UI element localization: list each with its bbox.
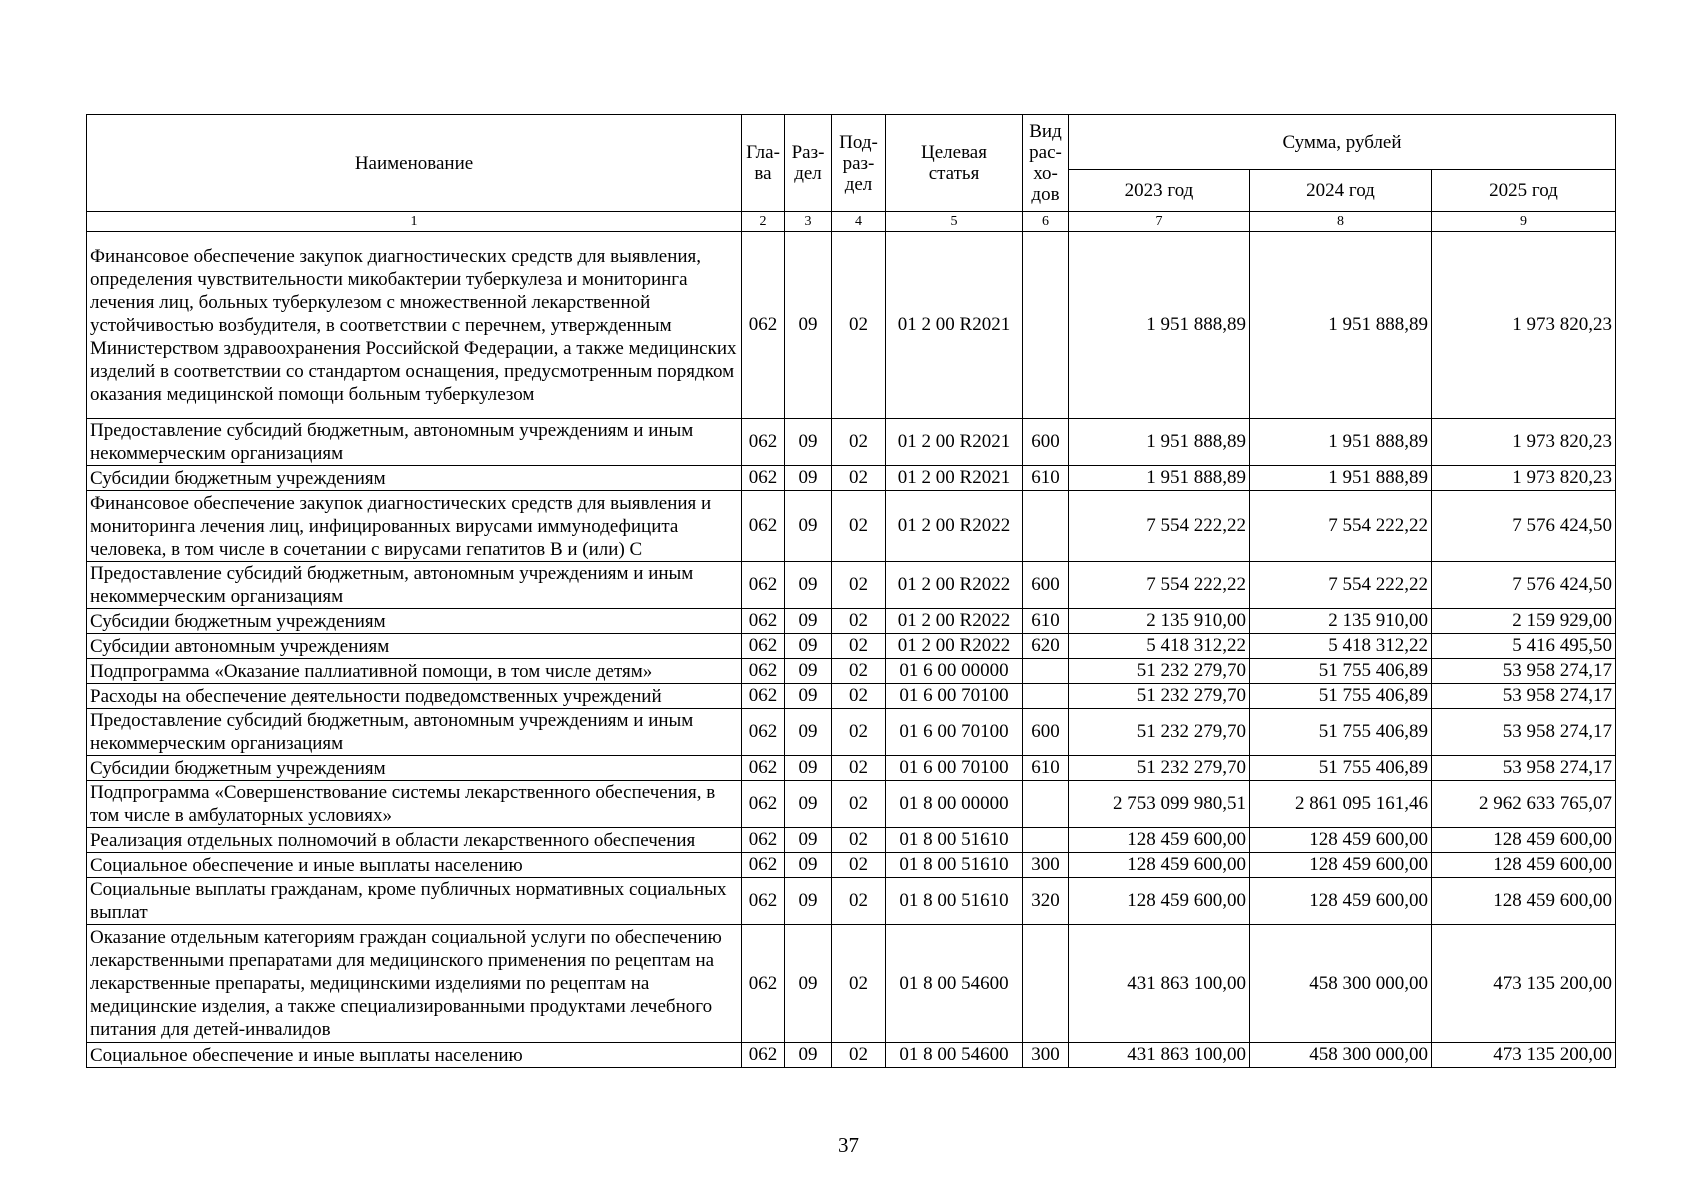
row-vid: 320 <box>1023 878 1069 925</box>
row-amount-2024: 2 861 095 161,46 <box>1250 781 1432 828</box>
row-amount-2025: 53 958 274,17 <box>1432 684 1616 709</box>
table-row <box>87 853 1616 878</box>
row-amount-2023: 51 232 279,70 <box>1069 684 1250 709</box>
header-razdel: Раз- дел <box>785 115 832 212</box>
row-amount-2024: 128 459 600,00 <box>1250 878 1432 925</box>
row-amount-2023: 1 951 888,89 <box>1069 466 1250 491</box>
row-vid: 610 <box>1023 609 1069 634</box>
row-amount-2023: 2 135 910,00 <box>1069 609 1250 634</box>
row-celevaya: 01 8 00 51610 <box>886 853 1023 878</box>
row-celevaya: 01 8 00 51610 <box>886 878 1023 925</box>
row-vid <box>1023 684 1069 709</box>
row-glava: 062 <box>742 659 785 684</box>
row-glava: 062 <box>742 466 785 491</box>
page-number: 37 <box>838 1133 859 1157</box>
row-amount-2023: 51 232 279,70 <box>1069 756 1250 781</box>
row-name: Социальное обеспечение и иные выплаты населению <box>87 853 742 878</box>
row-glava: 062 <box>742 609 785 634</box>
table-row <box>87 232 1616 419</box>
row-razdel: 09 <box>785 1043 832 1068</box>
row-glava: 062 <box>742 232 785 419</box>
row-podrazdel: 02 <box>832 659 886 684</box>
row-celevaya: 01 8 00 51610 <box>886 828 1023 853</box>
row-glava: 062 <box>742 878 785 925</box>
table-row <box>87 684 1616 709</box>
table-row <box>87 491 1616 562</box>
row-amount-2023: 5 418 312,22 <box>1069 634 1250 659</box>
col-num: 1 <box>87 212 742 232</box>
row-razdel: 09 <box>785 828 832 853</box>
row-amount-2024: 1 951 888,89 <box>1250 466 1432 491</box>
row-name: Предоставление субсидий бюджетным, автономным учреждениям и иным некоммерческим организациям <box>87 709 742 756</box>
row-name: Субсидии автономным учреждениям <box>87 634 742 659</box>
row-vid <box>1023 659 1069 684</box>
row-podrazdel: 02 <box>832 828 886 853</box>
row-name: Социальное обеспечение и иные выплаты населению <box>87 1043 742 1068</box>
row-razdel: 09 <box>785 609 832 634</box>
row-glava: 062 <box>742 1043 785 1068</box>
row-name: Субсидии бюджетным учреждениям <box>87 609 742 634</box>
row-vid: 600 <box>1023 709 1069 756</box>
row-amount-2025: 2 962 633 765,07 <box>1432 781 1616 828</box>
row-amount-2024: 458 300 000,00 <box>1250 1043 1432 1068</box>
table-row <box>87 1043 1616 1068</box>
row-vid: 600 <box>1023 562 1069 609</box>
row-podrazdel: 02 <box>832 232 886 419</box>
row-vid: 300 <box>1023 853 1069 878</box>
table-row <box>87 828 1616 853</box>
row-vid: 300 <box>1023 1043 1069 1068</box>
row-amount-2025: 128 459 600,00 <box>1432 828 1616 853</box>
row-glava: 062 <box>742 828 785 853</box>
row-glava: 062 <box>742 925 785 1043</box>
row-celevaya: 01 2 00 R2022 <box>886 609 1023 634</box>
row-razdel: 09 <box>785 925 832 1043</box>
row-amount-2025: 128 459 600,00 <box>1432 878 1616 925</box>
row-glava: 062 <box>742 684 785 709</box>
row-amount-2025: 473 135 200,00 <box>1432 1043 1616 1068</box>
col-num: 8 <box>1250 212 1432 232</box>
row-vid <box>1023 781 1069 828</box>
table-row <box>87 419 1616 466</box>
row-amount-2023: 128 459 600,00 <box>1069 828 1250 853</box>
row-razdel: 09 <box>785 853 832 878</box>
row-amount-2023: 431 863 100,00 <box>1069 925 1250 1043</box>
row-razdel: 09 <box>785 659 832 684</box>
row-celevaya: 01 6 00 70100 <box>886 709 1023 756</box>
col-num: 5 <box>886 212 1023 232</box>
row-podrazdel: 02 <box>832 925 886 1043</box>
row-razdel: 09 <box>785 466 832 491</box>
budget-table <box>86 114 1616 1068</box>
row-podrazdel: 02 <box>832 709 886 756</box>
col-num: 6 <box>1023 212 1069 232</box>
header-2024: 2024 год <box>1250 170 1432 212</box>
row-celevaya: 01 6 00 00000 <box>886 659 1023 684</box>
row-amount-2023: 2 753 099 980,51 <box>1069 781 1250 828</box>
row-amount-2025: 2 159 929,00 <box>1432 609 1616 634</box>
row-amount-2024: 1 951 888,89 <box>1250 232 1432 419</box>
row-amount-2024: 51 755 406,89 <box>1250 659 1432 684</box>
header-celevaya: Целевая статья <box>886 115 1023 212</box>
row-amount-2025: 53 958 274,17 <box>1432 659 1616 684</box>
row-amount-2024: 128 459 600,00 <box>1250 853 1432 878</box>
col-num: 3 <box>785 212 832 232</box>
row-amount-2025: 53 958 274,17 <box>1432 709 1616 756</box>
table-row <box>87 659 1616 684</box>
row-glava: 062 <box>742 419 785 466</box>
row-amount-2025: 128 459 600,00 <box>1432 853 1616 878</box>
row-amount-2025: 7 576 424,50 <box>1432 562 1616 609</box>
row-amount-2023: 128 459 600,00 <box>1069 853 1250 878</box>
row-name: Подпрограмма «Оказание паллиативной помощи, в том числе детям» <box>87 659 742 684</box>
row-amount-2024: 128 459 600,00 <box>1250 828 1432 853</box>
row-vid <box>1023 232 1069 419</box>
table-row <box>87 466 1616 491</box>
row-podrazdel: 02 <box>832 609 886 634</box>
row-amount-2025: 1 973 820,23 <box>1432 419 1616 466</box>
table-row <box>87 781 1616 828</box>
row-podrazdel: 02 <box>832 562 886 609</box>
row-amount-2024: 458 300 000,00 <box>1250 925 1432 1043</box>
row-celevaya: 01 2 00 R2022 <box>886 562 1023 609</box>
row-celevaya: 01 2 00 R2022 <box>886 634 1023 659</box>
row-amount-2024: 7 554 222,22 <box>1250 562 1432 609</box>
row-celevaya: 01 2 00 R2021 <box>886 232 1023 419</box>
header-2023: 2023 год <box>1069 170 1250 212</box>
row-celevaya: 01 2 00 R2022 <box>886 491 1023 562</box>
table-row <box>87 709 1616 756</box>
row-podrazdel: 02 <box>832 1043 886 1068</box>
header-vid: Вид рас- хо- дов <box>1023 115 1069 212</box>
row-podrazdel: 02 <box>832 419 886 466</box>
column-number-row <box>87 212 1616 232</box>
row-celevaya: 01 8 00 54600 <box>886 925 1023 1043</box>
table-row <box>87 878 1616 925</box>
row-amount-2023: 128 459 600,00 <box>1069 878 1250 925</box>
row-name: Реализация отдельных полномочий в области лекарственного обеспечения <box>87 828 742 853</box>
row-vid: 610 <box>1023 466 1069 491</box>
row-razdel: 09 <box>785 491 832 562</box>
row-podrazdel: 02 <box>832 853 886 878</box>
row-amount-2025: 7 576 424,50 <box>1432 491 1616 562</box>
row-name: Субсидии бюджетным учреждениям <box>87 466 742 491</box>
header-2025: 2025 год <box>1432 170 1616 212</box>
row-name: Оказание отдельным категориям граждан социальной услуги по обеспечению лекарственными препаратами для медицинского применения по рецептам на лекарственные препараты, медицинскими изделиями по рецептам на медицинские изделия, а также специализированными продуктами лечебного питания для детей-инвалидов <box>87 925 742 1043</box>
header-glava: Гла- ва <box>742 115 785 212</box>
header-podrazdel: Под- раз- дел <box>832 115 886 212</box>
row-amount-2024: 2 135 910,00 <box>1250 609 1432 634</box>
row-razdel: 09 <box>785 781 832 828</box>
row-razdel: 09 <box>785 562 832 609</box>
header-name: Наименование <box>87 115 742 212</box>
row-vid: 600 <box>1023 419 1069 466</box>
row-vid <box>1023 828 1069 853</box>
row-amount-2023: 51 232 279,70 <box>1069 709 1250 756</box>
row-amount-2024: 51 755 406,89 <box>1250 709 1432 756</box>
row-amount-2024: 5 418 312,22 <box>1250 634 1432 659</box>
row-podrazdel: 02 <box>832 491 886 562</box>
row-name: Предоставление субсидий бюджетным, автономным учреждениям и иным некоммерческим организациям <box>87 562 742 609</box>
row-razdel: 09 <box>785 756 832 781</box>
row-amount-2025: 1 973 820,23 <box>1432 232 1616 419</box>
row-celevaya: 01 8 00 54600 <box>886 1043 1023 1068</box>
row-amount-2024: 7 554 222,22 <box>1250 491 1432 562</box>
row-razdel: 09 <box>785 709 832 756</box>
row-vid: 610 <box>1023 756 1069 781</box>
row-celevaya: 01 2 00 R2021 <box>886 466 1023 491</box>
row-podrazdel: 02 <box>832 466 886 491</box>
row-celevaya: 01 6 00 70100 <box>886 684 1023 709</box>
row-celevaya: 01 6 00 70100 <box>886 756 1023 781</box>
row-amount-2024: 51 755 406,89 <box>1250 756 1432 781</box>
col-num: 4 <box>832 212 886 232</box>
col-num: 7 <box>1069 212 1250 232</box>
row-amount-2024: 51 755 406,89 <box>1250 684 1432 709</box>
row-podrazdel: 02 <box>832 756 886 781</box>
table-row <box>87 609 1616 634</box>
row-podrazdel: 02 <box>832 781 886 828</box>
col-num: 9 <box>1432 212 1616 232</box>
row-amount-2023: 1 951 888,89 <box>1069 232 1250 419</box>
row-name: Финансовое обеспечение закупок диагностических средств для выявления, определения чувствительности микобактерии туберкулеза и мониторинга лечения лиц, больных туберкулезом с множественной лекарственной устойчивостью возбудителя, в соответствии с перечнем, утвержденным Министерством здравоохранения Российской Федерации, а также медицинских изделий в соответствии со стандартом оснащения, предусмотренным порядком оказания медицинской помощи больным туберкулезом <box>87 232 742 419</box>
row-glava: 062 <box>742 491 785 562</box>
row-razdel: 09 <box>785 634 832 659</box>
row-amount-2023: 7 554 222,22 <box>1069 562 1250 609</box>
row-amount-2023: 431 863 100,00 <box>1069 1043 1250 1068</box>
row-vid <box>1023 925 1069 1043</box>
row-glava: 062 <box>742 709 785 756</box>
row-vid: 620 <box>1023 634 1069 659</box>
row-podrazdel: 02 <box>832 878 886 925</box>
row-podrazdel: 02 <box>832 684 886 709</box>
row-name: Финансовое обеспечение закупок диагностических средств для выявления и мониторинга лечения лиц, инфицированных вирусами иммунодефицита человека, в том числе в сочетании с вирусами гепатитов B и (или) C <box>87 491 742 562</box>
row-amount-2023: 1 951 888,89 <box>1069 419 1250 466</box>
row-razdel: 09 <box>785 419 832 466</box>
header-summa: Сумма, рублей <box>1069 115 1616 170</box>
row-name: Предоставление субсидий бюджетным, автономным учреждениям и иным некоммерческим организациям <box>87 419 742 466</box>
row-amount-2023: 7 554 222,22 <box>1069 491 1250 562</box>
row-razdel: 09 <box>785 878 832 925</box>
row-podrazdel: 02 <box>832 634 886 659</box>
row-name: Расходы на обеспечение деятельности подведомственных учреждений <box>87 684 742 709</box>
table-row <box>87 925 1616 1043</box>
table-row <box>87 756 1616 781</box>
row-glava: 062 <box>742 781 785 828</box>
row-name: Подпрограмма «Совершенствование системы лекарственного обеспечения, в том числе в амбулаторных условиях» <box>87 781 742 828</box>
row-name: Социальные выплаты гражданам, кроме публичных нормативных социальных выплат <box>87 878 742 925</box>
row-amount-2025: 1 973 820,23 <box>1432 466 1616 491</box>
row-amount-2024: 1 951 888,89 <box>1250 419 1432 466</box>
row-glava: 062 <box>742 634 785 659</box>
row-amount-2025: 473 135 200,00 <box>1432 925 1616 1043</box>
row-glava: 062 <box>742 853 785 878</box>
row-celevaya: 01 2 00 R2021 <box>886 419 1023 466</box>
row-amount-2025: 53 958 274,17 <box>1432 756 1616 781</box>
table-row <box>87 634 1616 659</box>
row-razdel: 09 <box>785 232 832 419</box>
row-glava: 062 <box>742 562 785 609</box>
row-vid <box>1023 491 1069 562</box>
row-celevaya: 01 8 00 00000 <box>886 781 1023 828</box>
row-amount-2023: 51 232 279,70 <box>1069 659 1250 684</box>
col-num: 2 <box>742 212 785 232</box>
table-row <box>87 562 1616 609</box>
row-amount-2025: 5 416 495,50 <box>1432 634 1616 659</box>
row-razdel: 09 <box>785 684 832 709</box>
row-glava: 062 <box>742 756 785 781</box>
row-name: Субсидии бюджетным учреждениям <box>87 756 742 781</box>
